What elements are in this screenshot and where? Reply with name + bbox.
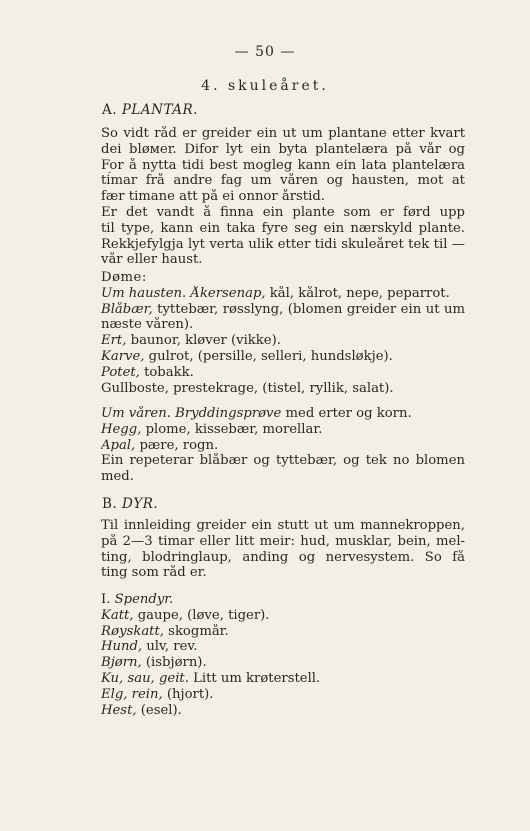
section-a-title: PLANTAR.: [121, 102, 198, 118]
section-b-heading: [102, 496, 158, 512]
list-item: Katt, gaupe, (løve, tiger).: [101, 607, 270, 623]
section-a-heading: [102, 102, 198, 118]
list-item: med.: [101, 469, 134, 485]
text-line: So vidt råd er greider ein ut um plantane etter kvart: [101, 126, 465, 141]
text-line: på 2—3 timar eller litt meir: hud, musklar, bein, mel-: [101, 533, 465, 549]
paragraph-plantar-intro: [101, 126, 465, 268]
text-line: ting som råd er.: [101, 565, 207, 581]
list-item: Hest, (esel).: [101, 702, 182, 718]
text-line: For å nytta tidi best mogleg kann ein lata plantelæra: [101, 157, 465, 173]
list-item: Ku, sau, geit. Litt um krøterstell.: [101, 670, 321, 686]
plant-examples: [101, 270, 465, 396]
mammal-list: [101, 592, 465, 718]
season-heading: Um våren.: [101, 406, 171, 421]
list-item: Blåbær, tyttebær, røsslyng, (blomen greider ein ut um: [101, 301, 465, 317]
text-line: fær timane att på ei onnor årstid.: [101, 189, 325, 205]
list-item: Karve, gulrot, (persille, selleri, hundsløkje).: [101, 348, 393, 364]
season-heading: Um hausten.: [101, 285, 187, 301]
list-item: Gullboste, prestekrage, (tistel, ryllik, salat).: [101, 380, 394, 396]
list-item: Um hausten. Åkersenap, kål, kålrot, nepe, peparrot.: [101, 285, 450, 301]
page-number: — 50 —: [234, 44, 296, 60]
text-line: Rekkjefylgja lyt verta ulik etter tidi skuleåret tek til —: [101, 236, 465, 252]
text-line: Er det vandt å finna ein plante som er førd upp: [101, 204, 465, 220]
list-item: Ert, baunor, kløver (vikke).: [101, 333, 281, 349]
subsection-heading: I. Spendyr.: [101, 592, 174, 607]
list-item: Hund, ulv, rev.: [101, 639, 198, 655]
spring-examples: [101, 406, 465, 485]
text-line: timar frå andre fag um våren og hausten, mot at: [101, 173, 465, 189]
text-line: dei bløмer. Difor lyt ein byta plantelæra på vår og: [101, 141, 465, 157]
chapter-heading: 4. skuleåret.: [201, 78, 329, 94]
list-item: Røyskatt, skogmår.: [101, 623, 229, 639]
list-item: Bjørn, (isbjørn).: [101, 655, 207, 671]
list-item: Potet, tobakk.: [101, 364, 194, 380]
paragraph-dyr-intro: [101, 518, 465, 581]
text-line: til type, kann ein taka fyre seg ein nærskyld plante.: [101, 220, 465, 236]
section-b-letter: B.: [102, 496, 118, 512]
list-item: Ein repeterar blåbær og tyttebær, og tek no blomen: [101, 453, 465, 469]
list-item: Apal, pære, rogn.: [101, 437, 219, 453]
examples-label: Døme:: [101, 270, 147, 285]
section-b-title: DYR.: [122, 496, 159, 512]
list-item: Elg, rein, (hjort).: [101, 686, 214, 702]
text-line: ting, blodringlaup, anding og nervesystem. So få: [101, 549, 465, 565]
list-item: næste våren).: [101, 317, 194, 333]
list-item: Hegg, plome, kissebær, morellar.: [101, 421, 323, 437]
text-line: vår eller haust.: [101, 252, 203, 268]
list-item: Um våren. Bryddingsprøve med erter og korn.: [101, 406, 412, 421]
section-a-letter: A.: [102, 102, 118, 118]
text-line: Til innleiding greider ein stutt ut um mannekroppen,: [101, 518, 465, 533]
